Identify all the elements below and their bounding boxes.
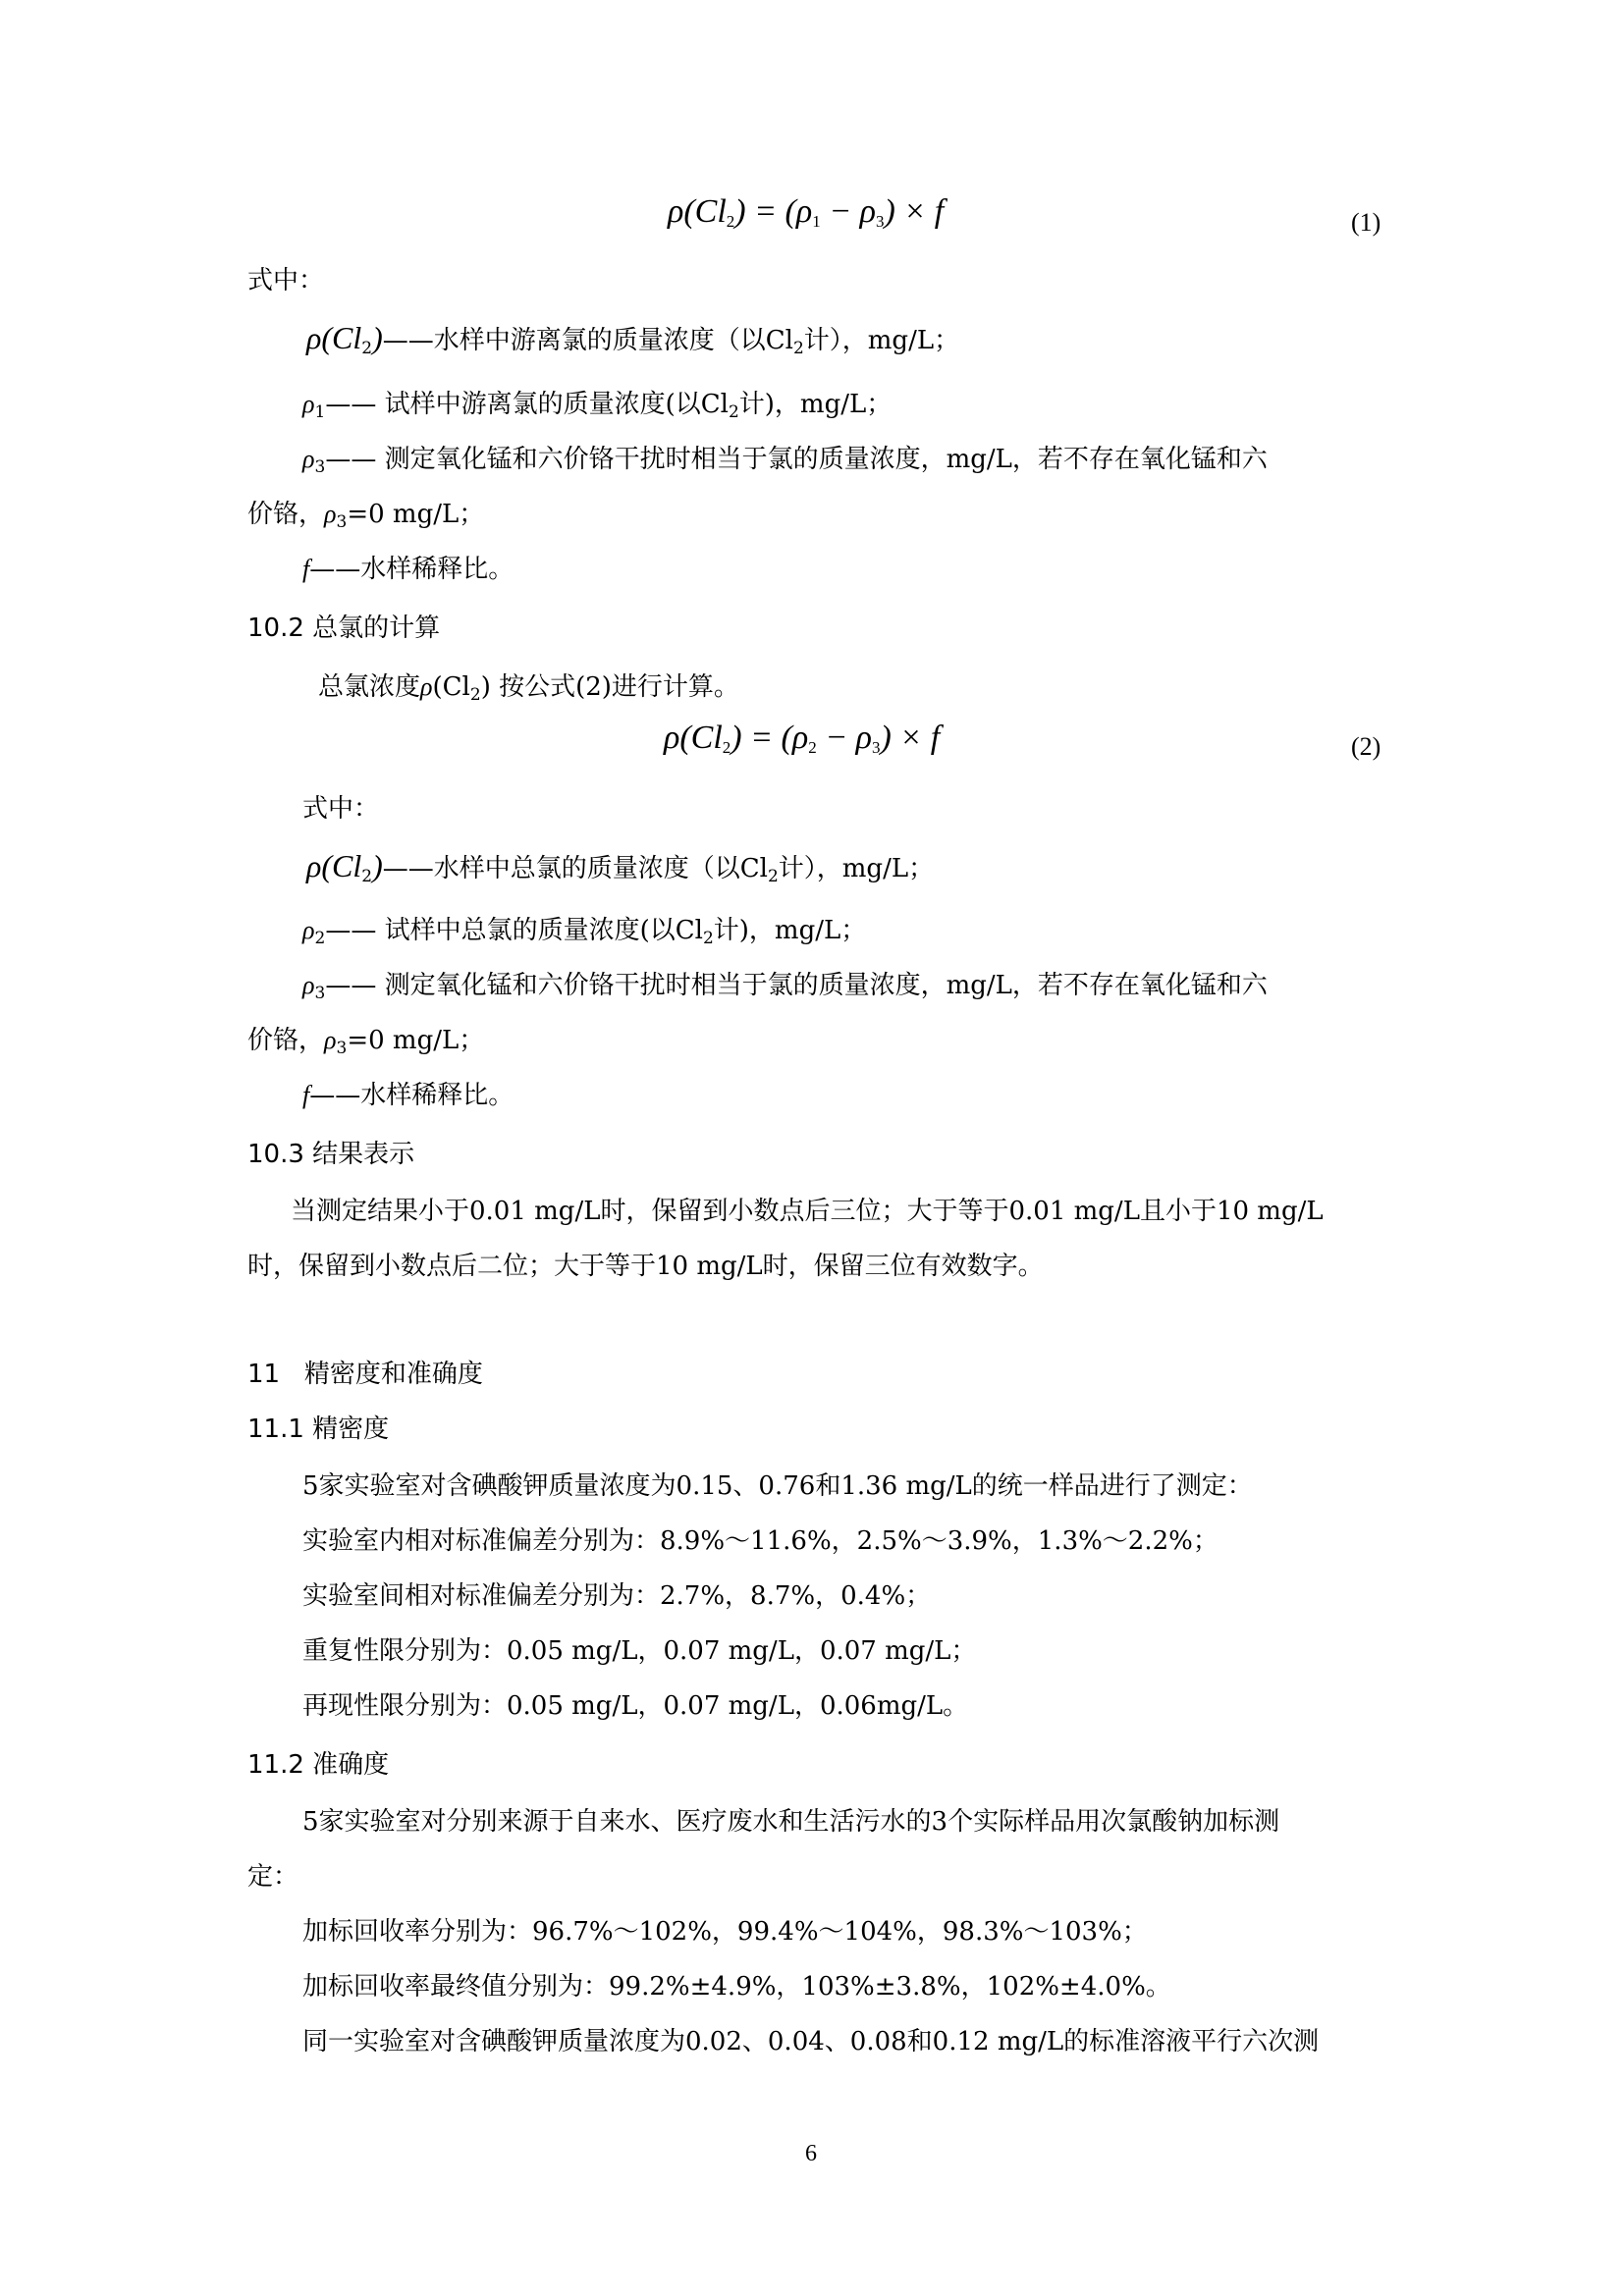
def-rho2: $\rho_2——$ 试样中总氯的质量浓度(以$Cl_2$计)，mg/L； [302,916,867,948]
def-rho3-cont: 价铬，$\rho_3=0$ mg/L； [247,500,485,532]
accuracy-line-5: 同一实验室对含碘酸钾质量浓度为0.02、0.04、0.08和0.12 mg/L的标准溶液平行六次测 [302,2027,1320,2056]
def-rho3-2-cont: 价铬，$\rho_3=0$ mg/L； [247,1026,485,1058]
def-rho3-2: $\rho_3——$ 测定氧化锰和六价铬干扰时相当于氯的质量浓度，mg/L，若不存在氧化锰和六 [302,971,1268,1003]
def-rho3: $\rho_3——$ 测定氧化锰和六价铬干扰时相当于氯的质量浓度，mg/L，若不存在氧化锰和六 [302,445,1268,477]
where-label-1: 式中： [247,266,325,295]
def-rho1: $\rho_1——$ 试样中游离氯的质量浓度(以$Cl_2$计)，mg/L； [302,390,893,422]
results-text-line-1: 当测定结果小于0.01 mg/L时，保留到小数点后三位；大于等于0.01 mg/L且小于10 mg/L [291,1197,1324,1226]
precision-line-3: 实验室间相对标准偏差分别为：2.7%，8.7%，0.4%； [302,1581,932,1611]
where-label-2: 式中： [302,794,380,824]
section-11-1-heading: 11.1 精密度 [247,1415,390,1444]
results-text-line-2: 时，保留到小数点后二位；大于等于10 mg/L时，保留三位有效数字。 [247,1252,1044,1281]
def-f-2: f——水样稀释比。 [302,1081,514,1110]
accuracy-line-4: 加标回收率最终值分别为：99.2%±4.9%，103%±3.8%，102%±4.0%。 [302,1972,1171,2002]
equation-number-1: (1) [1351,208,1381,237]
precision-line-4: 重复性限分别为：0.05 mg/L，0.07 mg/L，0.07 mg/L； [302,1636,977,1666]
formula-2: $\rho(Cl_2) = (\rho_2 - \rho_3) \times f$ [664,720,941,757]
section-11-heading: 11 精密度和准确度 [247,1360,483,1389]
precision-line-5: 再现性限分别为：0.05 mg/L，0.07 mg/L，0.06mg/L。 [302,1691,969,1721]
section-11-2-heading: 11.2 准确度 [247,1750,390,1780]
total-chlorine-intro: 总氯浓度$\rho(Cl_2)$ 按公式(2)进行计算。 [318,672,739,705]
def-rho-cl2-free: $\rho(Cl_2)——$水样中游离氯的质量浓度（以$Cl_2$计），mg/L； [306,320,960,358]
section-10-3-heading: 10.3 结果表示 [247,1140,415,1169]
equation-number-2: (2) [1351,732,1381,761]
accuracy-line-2: 定： [247,1862,299,1892]
def-f: f——水样稀释比。 [302,555,514,584]
page-number: 6 [805,2141,817,2166]
formula-1: $\rho(Cl_2) = (\rho_1 - \rho_3) \times f$ [668,193,945,231]
def-rho-cl2-total: $\rho(Cl_2)——$水样中总氯的质量浓度（以$Cl_2$计），mg/L； [306,848,935,886]
accuracy-line-1: 5家实验室对分别来源于自来水、医疗废水和生活污水的3个实际样品用次氯酸钠加标测 [302,1807,1280,1837]
precision-line-1: 5家实验室对含碘酸钾质量浓度为0.15、0.76和1.36 mg/L的统一样品进行了测定： [302,1471,1253,1501]
section-10-2-heading: 10.2 总氯的计算 [247,614,441,643]
accuracy-line-3: 加标回收率分别为：96.7%～102%，99.4%～104%，98.3%～103%； [302,1917,1148,1947]
precision-line-2: 实验室内相对标准偏差分别为：8.9%～11.6%，2.5%～3.9%，1.3%～2.2%； [302,1526,1218,1556]
